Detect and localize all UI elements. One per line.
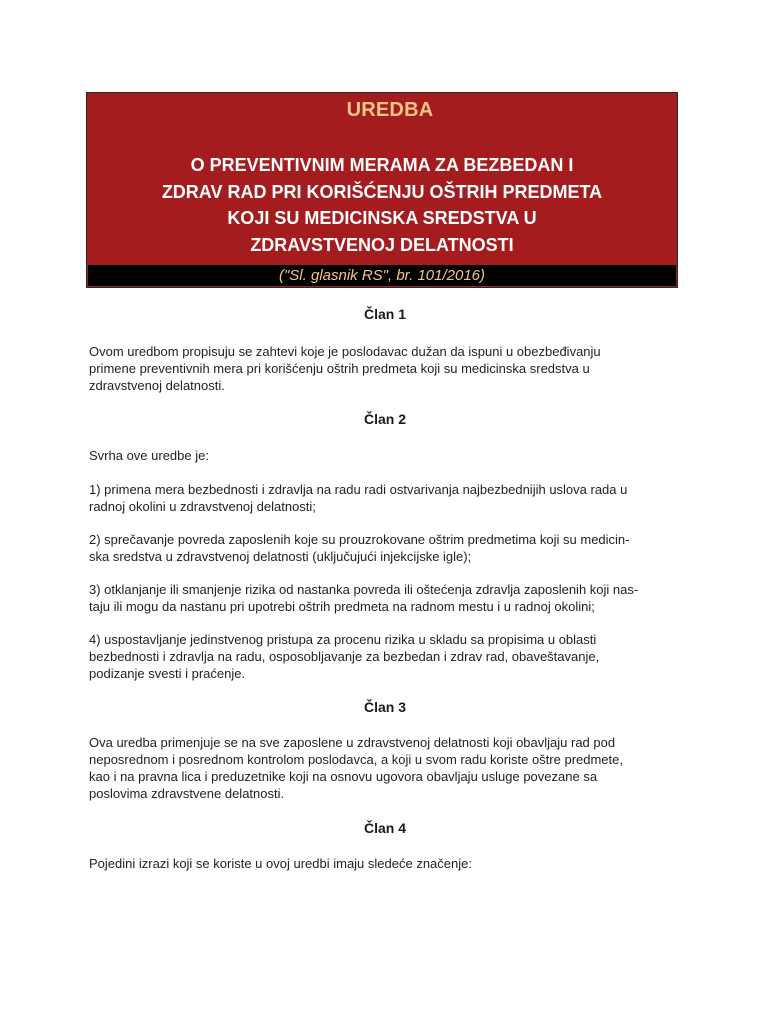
decree-title-line: ZDRAVSTVENOJ DELATNOSTI <box>250 234 514 255</box>
paragraph-line: Ovom uredbom propisuju se zahtevi koje je poslodavac dužan da ispuni u obezbeđivanju <box>89 344 601 359</box>
article-heading: Član 1 <box>363 306 406 322</box>
decree-title <box>88 152 676 258</box>
gazette-source-bar <box>88 265 676 286</box>
paragraph-line: Ova uredba primenjuje se na sve zaposlene u zdravstvenoj delatnosti koji obavljaju rad pod <box>89 735 616 750</box>
paragraph-line: poslovima zdravstvene delatnosti. <box>89 786 285 801</box>
document-body <box>89 302 681 872</box>
paragraph-line: ska sredstva u zdravstvenoj delatnosti (uključujući injekcijske igle); <box>89 549 472 564</box>
article-paragraph <box>89 531 681 565</box>
article-paragraph <box>89 855 681 872</box>
paragraph-line: primene preventivnih mera pri korišćenju oštrih predmeta koji su medicinska sredstva u <box>89 361 590 376</box>
banner-background <box>88 94 676 286</box>
paragraph-line: podizanje svesti i praćenje. <box>89 666 246 681</box>
article-heading: Član 3 <box>363 699 406 715</box>
paragraph-line: zdravstvenoj delatnosti. <box>89 378 225 393</box>
article-paragraph <box>89 343 681 394</box>
paragraph-line: 4) uspostavljanje jedinstvenog pristupa za procenu rizika u skladu sa propisima u oblasti <box>89 632 597 647</box>
paragraph-line: kao i na pravna lica i preduzetnike koji na osnovu ugovora obavljaju usluge povezane sa <box>89 769 598 784</box>
document-type-heading: UREDBA <box>346 99 434 121</box>
article-paragraph <box>89 481 681 515</box>
paragraph-line: radnoj okolini u zdravstvenoj delatnosti; <box>89 499 316 514</box>
article-heading: Član 4 <box>363 820 406 836</box>
article-paragraph <box>89 631 681 682</box>
paragraph-line: taju ili mogu da nastanu pri upotrebi oštrih predmeta na radnom mestu i u radnoj okolini; <box>89 599 595 614</box>
decree-title-line: O PREVENTIVNIM MERAMA ZA BEZBEDAN I <box>190 155 574 175</box>
paragraph-line: Pojedini izrazi koji se koriste u ovoj uredbi imaju sledeće značenje: <box>89 856 472 871</box>
paragraph-line: 2) sprečavanje povreda zaposlenih koje su prouzrokovane oštrim predmetima koji su medicin- <box>89 532 630 547</box>
paragraph-line: 3) otklanjanje ili smanjenje rizika od nastanka povreda ili oštećenja zdravlja zaposlenih koji nas- <box>89 582 639 597</box>
decree-header-banner <box>86 92 678 288</box>
article-paragraph <box>89 734 681 802</box>
paragraph-line: bezbednosti i zdravlja na radu, osposobljavanje za bezbedan i zdrav rad, obaveštavanje, <box>89 649 600 664</box>
decree-title-line: KOJI SU MEDICINSKA SREDSTVA U <box>227 208 537 228</box>
paragraph-line: neposrednom i posrednom kontrolom poslodavca, a koji u svom radu koriste oštre predmete, <box>89 752 623 767</box>
paragraph-line: 1) primena mera bezbednosti i zdravlja na radu radi ostvarivanja najbezbednijih uslova rada u <box>89 482 628 497</box>
gazette-reference: ("Sl. glasnik RS", br. 101/2016) <box>278 267 486 284</box>
article-paragraph <box>89 447 681 464</box>
article-heading: Član 2 <box>363 411 406 427</box>
article-paragraph <box>89 581 681 615</box>
paragraph-line: Svrha ove uredbe je: <box>89 448 209 463</box>
decree-title-line: ZDRAV RAD PRI KORIŠĆENJU OŠTRIH PREDMETA <box>161 181 603 202</box>
